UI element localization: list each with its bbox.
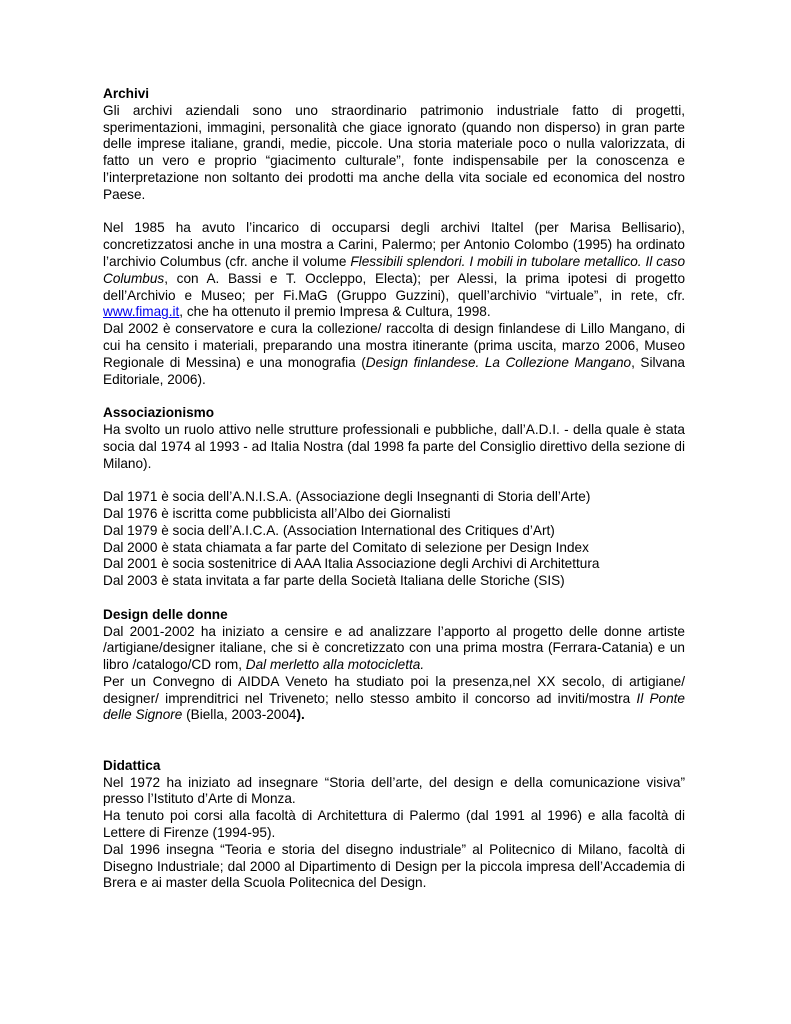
list-item: Dal 2001 è socia sostenitrice di AAA Italia Associazione degli Archivi di Architettura — [103, 556, 600, 572]
list-item: Dal 1979 è socia dell’A.I.C.A. (Association International des Critiques d’Art) — [103, 522, 555, 538]
archivi-p2-text-d: , che ha ottenuto il premio Impresa & Cultura, 1998. — [179, 304, 491, 320]
didattica-paragraph-3: Dal 1996 insegna “Teoria e storia del disegno industriale” al Politecnico di Milano, facoltà di Disegno Industriale; dal 2000 al Dipartimento di Design per la piccola impresa dell’Accademia di Brera e ai master della Scuola Politecnica del Design. — [103, 841, 685, 891]
design-donne-p2-text-a: Per un Convegno di AIDDA Veneto ha studiato poi la presenza,nel XX secolo, di artigiane/ designer/ imprenditrici nel Triveneto; nello stesso ambito il concorso ad inviti/mostra — [103, 673, 685, 706]
fimag-link[interactable]: www.fimag.it — [103, 304, 180, 320]
section-title-didattica: Didattica — [103, 757, 161, 773]
archivi-paragraph-2 — [103, 220, 685, 321]
section-archivi — [103, 86, 685, 388]
archivi-p3-book-title: Design finlandese. La Collezione Mangano — [365, 354, 632, 370]
associazionismo-paragraph-1: Ha svolto un ruolo attivo nelle strutture professionali e pubbliche, dall’A.D.I. - della quale è stata socia dal 1974 al 1993 - ad Italia Nostra (dal 1998 fa parte del Consiglio direttivo della sezione di Milano). — [103, 421, 685, 471]
document-page — [103, 86, 685, 909]
section-associazionismo — [103, 405, 685, 590]
design-donne-paragraph-2 — [103, 674, 685, 724]
archivi-paragraph-1: Gli archivi aziendali sono uno straordinario patrimonio industriale fatto di progetti, sperimentazioni, immagini, personalità che giace ignorato (quando non disperso) in gran parte delle imprese italiane, grandi, medie, piccole. Una storia materiale poco o nulla valorizzata, di fatto un vero e proprio “giacimento culturale”, fonte indispensabile per la conoscenza e l’interpretazione non soltanto dei prodotti ma anche della vita sociale ed economica del nostro Paese. — [103, 102, 685, 202]
list-item: Dal 1971 è socia dell’A.N.I.S.A. (Associazione degli Insegnanti di Storia dell’Arte) — [103, 489, 591, 505]
section-title-associazionismo: Associazionismo — [103, 405, 215, 421]
list-item: Dal 2003 è stata invitata a far parte della Società Italiana delle Storiche (SIS) — [103, 573, 565, 589]
list-item: Dal 1976 è iscritta come pubblicista all’Albo dei Giornalisti — [103, 505, 451, 521]
archivi-p2-text-a: Nel 1985 ha avuto l’incarico di occuparsi degli archivi Italtel (per Marisa Bellisario), concretizzatosi anche in una mostra a Carini, Palermo; per Antonio Colombo (1995) ha ordinato l’archivio Columbus (cfr. anche il volume — [103, 220, 685, 269]
list-item: Dal 2000 è stata chiamata a far parte del Comitato di selezione per Design Index — [103, 539, 589, 555]
design-donne-p1-text-a: Dal 2001-2002 ha iniziato a censire e ad analizzare l’apporto al progetto delle donne artiste /artigiane/designer italiane, che si è concretizzato con una prima mostra (Ferrara-Catania) e un libro /catalogo/CD rom, — [103, 623, 685, 673]
design-donne-p1-book-title: Dal merletto alla motocicletta. — [245, 657, 425, 673]
archivi-paragraph-3 — [103, 321, 685, 388]
design-donne-p2-exhibition-title: Il Ponte delle Signore — [103, 690, 685, 723]
design-donne-p2-text-d: ). — [296, 707, 305, 723]
archivi-p2-book-title: Flessibili splendori. I mobili in tubolare metallico. Il caso Columbus — [103, 253, 685, 286]
section-title-archivi: Archivi — [103, 86, 150, 101]
design-donne-p2-text-c: (Biella, 2003-2004 — [182, 707, 297, 723]
didattica-paragraph-2: Ha tenuto poi corsi alla facoltà di Architettura di Palermo (dal 1991 al 1996) e alla facoltà di Lettere di Firenze (1994-95). — [103, 808, 685, 841]
didattica-paragraph-1: Nel 1972 ha iniziato ad insegnare “Storia dell’arte, del design e della comunicazione visiva” presso l’Istituto d’Arte di Monza. — [103, 774, 685, 807]
design-donne-paragraph-1 — [103, 624, 685, 674]
archivi-p2-text-c: , con A. Bassi e T. Occleppo, Electa); per Alessi, la prima ipotesi di progetto dell’Archivio e Museo; per Fi.MaG (Gruppo Guzzini), quell’archivio “virtuale”, in rete, cfr. — [103, 270, 685, 303]
section-design-donne — [103, 607, 685, 725]
archivi-p3-text-c: , Silvana Editoriale, 2006). — [103, 354, 685, 387]
section-title-design-donne: Design delle donne — [103, 606, 228, 622]
memberships-list — [103, 489, 685, 590]
archivi-p3-text-a: Dal 2002 è conservatore e cura la collezione/ raccolta di design finlandese di Lillo Mangano, di cui ha censito i materiali, preparando una mostra itinerante (prima uscita, marzo 2006, Museo Regionale di Messina) e una monografia ( — [103, 321, 685, 370]
section-didattica — [103, 758, 685, 892]
